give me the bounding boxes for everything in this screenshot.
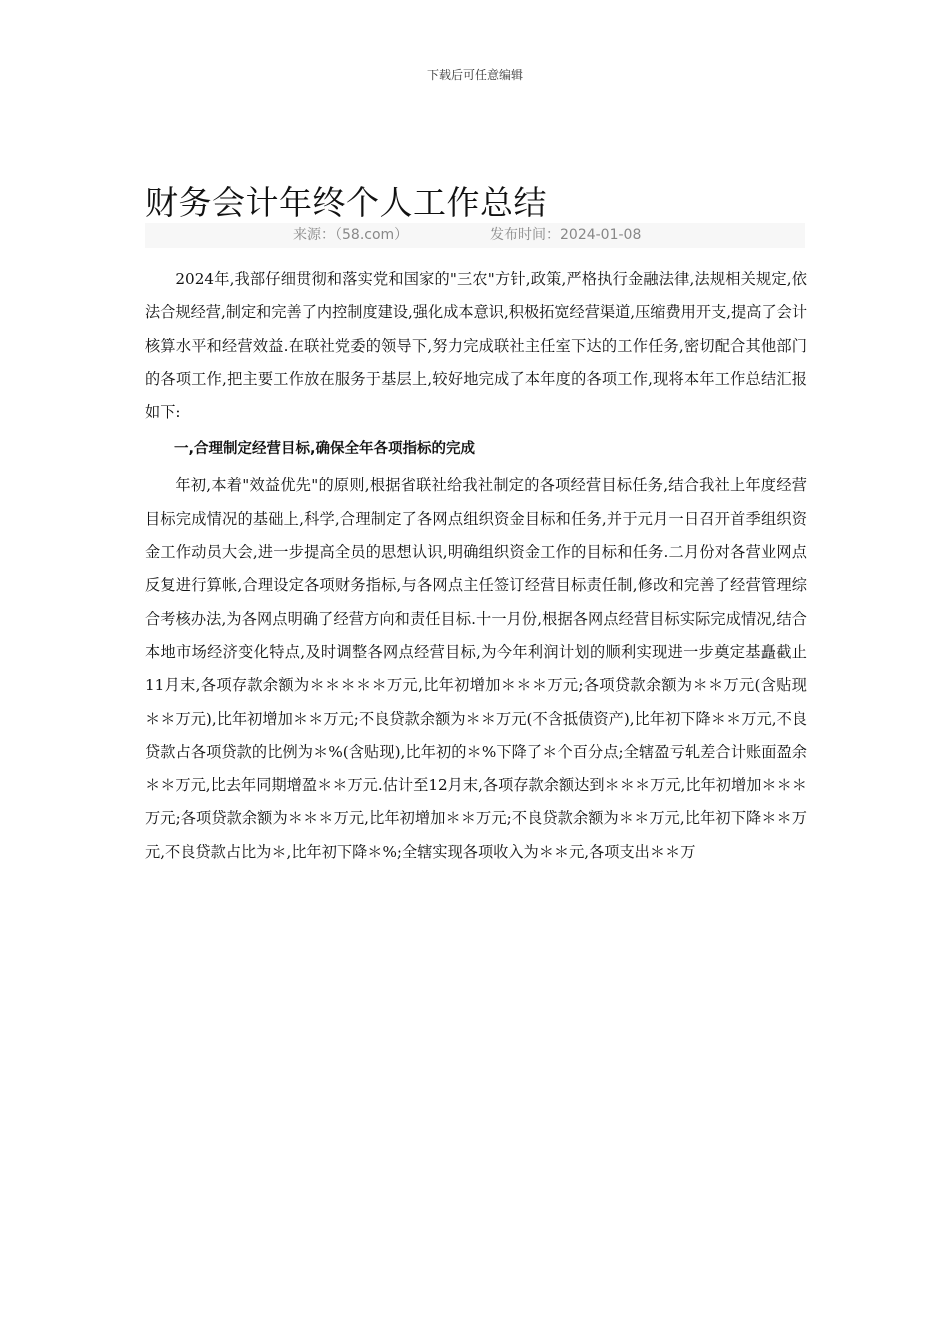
intro-paragraph: 2024年,我部仔细贯彻和落实党和国家的"三农"方针,政策,严格执行金融法律,法规相关规定,依法合规经营,制定和完善了内控制度建设,强化成本意识,积极拓宽经营渠道,压缩费用开支,提高了会计核算水平和经营效益.在联社党委的领导下,努力完成联社主任室下达的工作任务,密切配合其他部门的各项工作,把主要工作放在服务于基层上,较好地完成了本年度的各项工作,现将本年工作总结汇报如下: (145, 270, 808, 422)
meta-date: 发布时间：2024-01-08 (490, 227, 642, 243)
document-title: 财务会计年终个人工作总结 (145, 183, 547, 222)
meta-source: 来源：（58.com） (293, 227, 409, 243)
header-note: 下载后可任意编辑 (426, 68, 523, 82)
section-heading: 一,合理制定经营目标,确保全年各项指标的完成 (174, 441, 476, 458)
section-paragraph: 年初,本着"效益优先"的原则,根据省联社给我社制定的各项经营目标任务,结合我社上年度经营目标完成情况的基础上,科学,合理制定了各网点组织资金目标和任务,并于元月一日召开首季组织资金工作动员大会,进一步提高全员的思想认识,明确组织资金工作的目标和任务.二月份对各营业网点反复进行算帐,合理设定各项财务指标,与各网点主任签订经营目标责任制,修改和完善了经营管理综合考核办法,为各网点明确了经营方向和责任目标.十一月份,根据各网点经营目标实际完成情况,结合本地市场经济变化特点,及时调整各网点经营目标,为今年利润计划的顺利实现进一步奠定基矗截止11月末,各项存款余额为＊＊＊＊＊万元,比年初增加＊＊＊万元;各项贷款余额为＊＊万元(含贴现＊＊万元),比年初增加＊＊万元;不良贷款余额为＊＊万元(不含抵债资产),比年初下降＊＊万元,不良贷款占各项贷款的比例为＊%(含贴现),比年初的＊%下降了＊个百分点;全辖盈亏轧差合计账面盈余＊＊万元,比去年同期增盈＊＊万元.估计至12月末,各项存款余额达到＊＊＊万元,比年初增加＊＊＊万元;各项贷款余额为＊＊＊万元,比年初增加＊＊万元;不良贷款余额为＊＊万元,比年初下降＊＊万元,不良贷款占比为＊,比年初下降＊%;全辖实现各项收入为＊＊元,各项支出＊＊万 (145, 476, 807, 861)
document-body (145, 263, 807, 869)
meta-bar (145, 223, 805, 248)
